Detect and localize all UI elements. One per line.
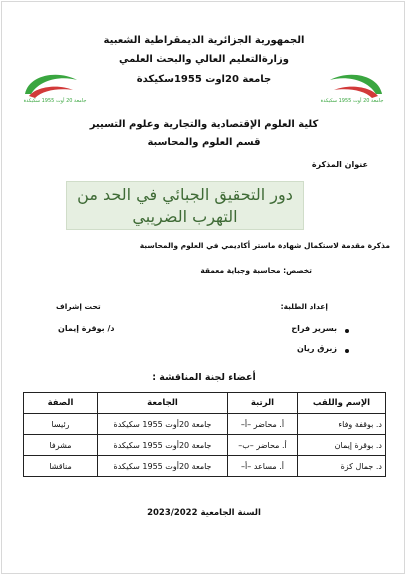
jury-cell-role: رئيسا — [24, 414, 98, 435]
jury-cell-role: مناقشا — [24, 456, 98, 477]
university-logo-right — [320, 66, 388, 106]
thesis-specialty: تخصص: محاسبة وجباية معمقة — [200, 266, 312, 275]
student-bullet-2 — [345, 349, 349, 353]
thesis-title: دور التحقيق الجبائي في الحد من التهرب الضريبي — [77, 184, 293, 226]
university-logo-left — [19, 66, 87, 106]
jury-cell-name: د. جمال كزة — [298, 456, 386, 477]
table-row — [24, 456, 386, 477]
jury-cell-university: جامعة 20أوت 1955 سكيكدة — [98, 456, 228, 477]
ministry-heading: وزارةالتعليم العالي والبحث العلمي — [119, 54, 289, 65]
thesis-purpose: مذكرة مقدمة لاستكمال شهادة ماستر أكاديمي في العلوم والمحاسبة — [139, 241, 390, 250]
logo-swoosh-right — [330, 75, 382, 98]
student-name-2: زبرق ريان — [297, 344, 337, 353]
republic-heading: الجمهورية الجزائرية الديمقراطية الشعبية — [103, 35, 305, 46]
jury-cell-rank: أ. محاضر –أ– — [228, 414, 298, 435]
jury-header-name: الإسم واللقب — [298, 393, 386, 414]
jury-cell-role: مشرفا — [24, 435, 98, 456]
logo-swoosh-left — [25, 75, 77, 98]
jury-header-university: الجامعة — [98, 393, 228, 414]
logo-caption-right: جامعة 20 أوت 1955 سكيكدة — [320, 98, 384, 104]
table-row — [24, 435, 386, 456]
jury-table — [23, 392, 386, 477]
jury-header-rank: الرتبة — [228, 393, 298, 414]
jury-cell-rank: أ. محاضر –ب– — [228, 435, 298, 456]
student-bullet-1 — [345, 329, 349, 333]
jury-header-role: الصفة — [24, 393, 98, 414]
jury-cell-name: د. بوقفة وفاء — [298, 414, 386, 435]
university-heading: جامعة 20اوت 1955سكيكدة — [136, 74, 272, 85]
department-name: قسم العلوم والمحاسبة — [147, 137, 261, 148]
thesis-title-label: عنوان المذكرة — [311, 160, 368, 169]
jury-cell-university: جامعة 20أوت 1955 سكيكدة — [98, 414, 228, 435]
jury-header-row — [24, 393, 386, 414]
jury-cell-name: د. بوقرة إيمان — [298, 435, 386, 456]
supervisor-label: تحت إشراف — [56, 302, 101, 311]
table-row — [24, 414, 386, 435]
logo-caption-left: جامعة 20 أوت 1955 سكيكدة — [23, 98, 87, 104]
students-label: إعداد الطلبة: — [280, 302, 328, 311]
jury-cell-rank: أ. مساعد –أ– — [228, 456, 298, 477]
supervisor-name: د/ بوقرة إيمان — [58, 324, 115, 333]
jury-cell-university: جامعة 20أوت 1955 سكيكدة — [98, 435, 228, 456]
thesis-title-box — [66, 181, 304, 230]
jury-label: أعضاء لجنة المناقشة : — [152, 372, 256, 383]
student-name-1: بسرير فراح — [291, 324, 337, 333]
academic-year: السنة الجامعية 2023/2022 — [147, 508, 261, 518]
faculty-name: كلية العلوم الإقتصادية والتجارية وعلوم التسيير — [89, 119, 319, 130]
